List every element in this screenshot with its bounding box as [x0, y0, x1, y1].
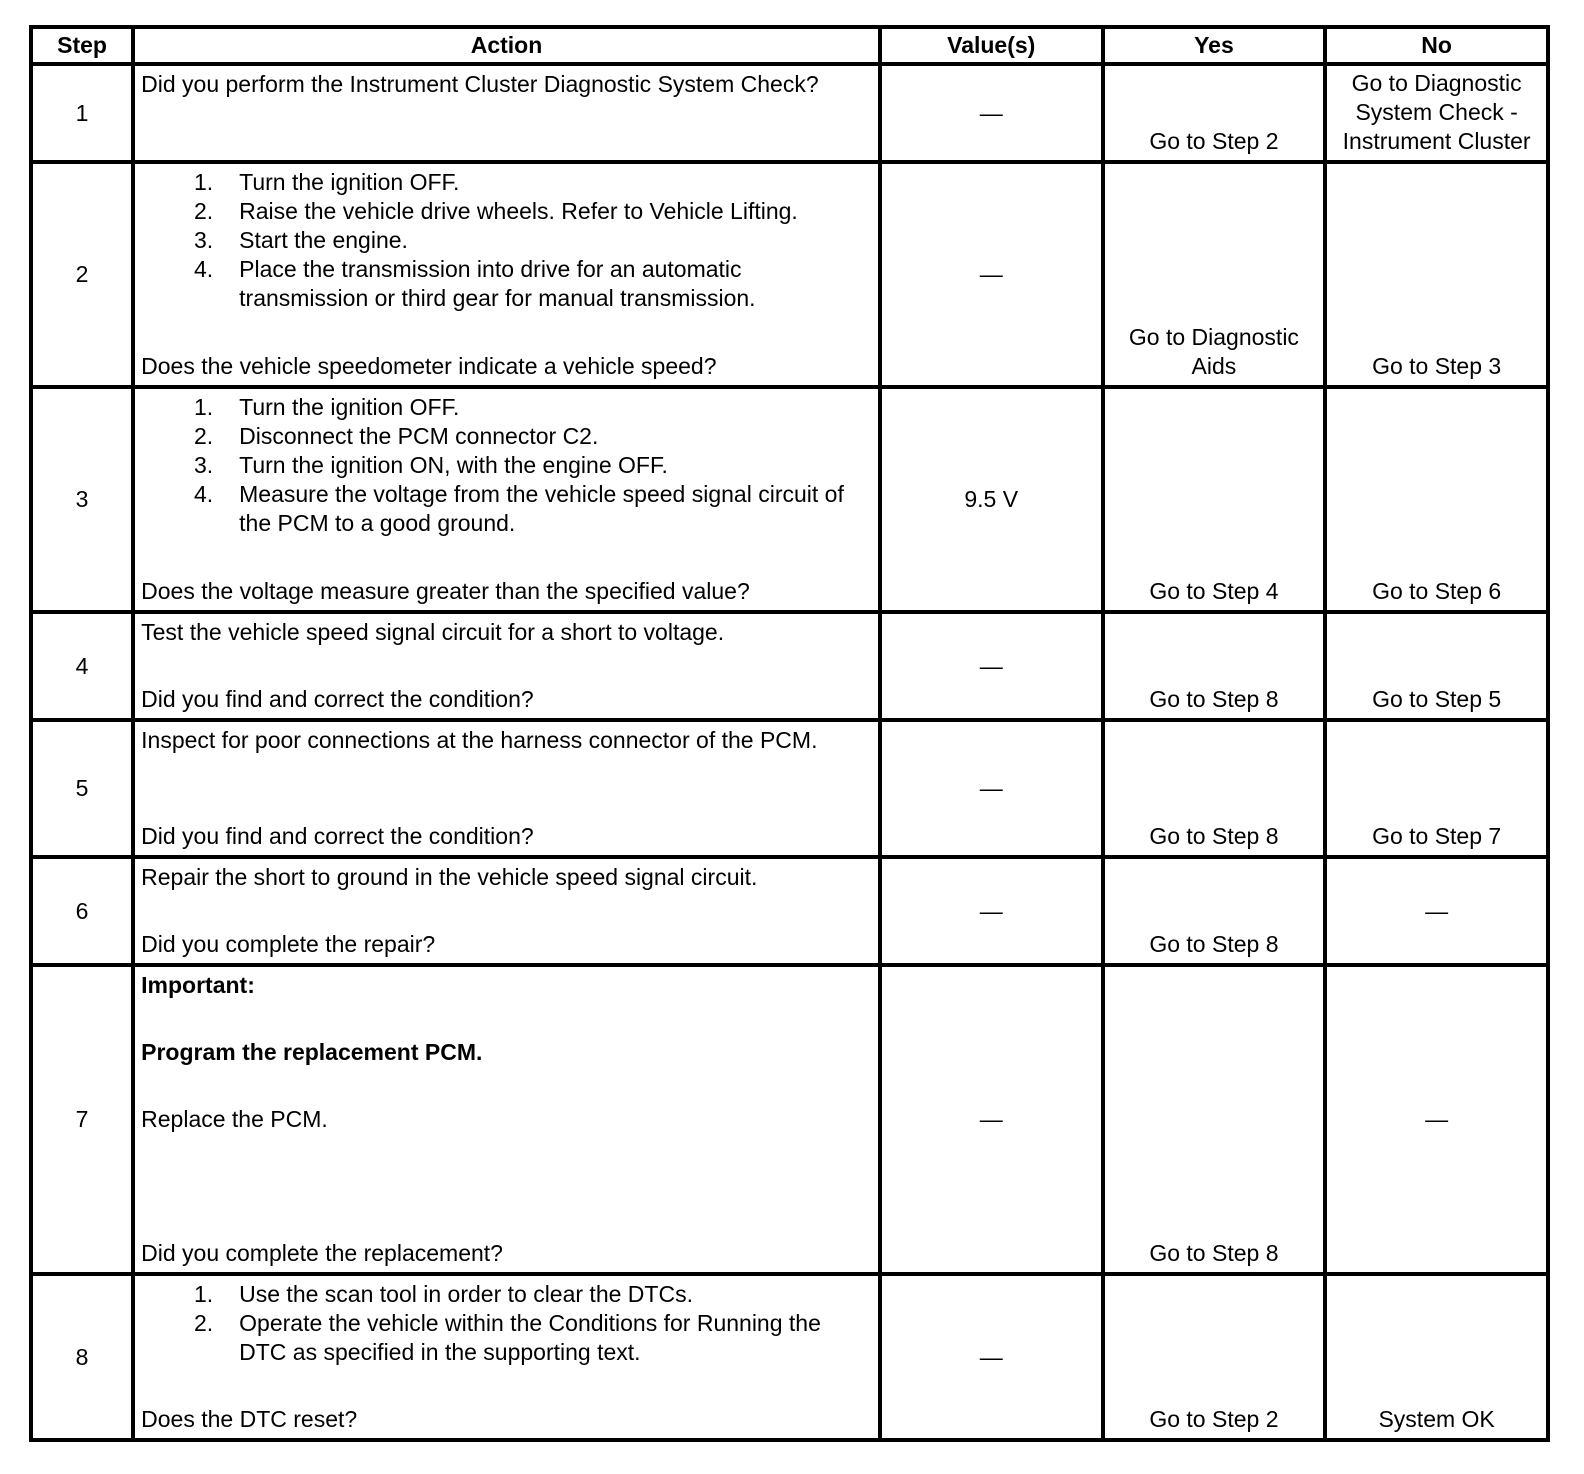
step-number: 8 — [31, 1274, 133, 1440]
no-cell: — — [1325, 965, 1548, 1274]
important-label: Important: — [141, 972, 255, 998]
action-list — [141, 393, 872, 538]
yes-text: Go to Step 8 — [1149, 1240, 1279, 1266]
yes-text: Go to Step 8 — [1149, 686, 1279, 712]
action-text: Test the vehicle speed signal circuit for a short to voltage. — [141, 619, 725, 645]
yes-cell — [1103, 720, 1326, 857]
value-cell: — — [880, 612, 1103, 720]
step-number: 2 — [31, 162, 133, 387]
table-row — [31, 965, 1548, 1274]
action-question: Does the DTC reset? — [141, 1406, 358, 1432]
action-cell — [133, 965, 880, 1274]
no-text: Go to Diagnostic System Check - Instrument Cluster — [1342, 70, 1531, 154]
yes-cell — [1103, 612, 1326, 720]
table-row — [31, 720, 1548, 857]
yes-text: Go to Step 4 — [1149, 578, 1279, 604]
header-action: Action — [133, 27, 880, 64]
no-text: Go to Step 5 — [1372, 686, 1502, 712]
action-text: Replace the PCM. — [141, 1106, 328, 1132]
list-item: 3. Turn the ignition ON, with the engine OFF. — [193, 452, 668, 478]
step-number: 1 — [31, 64, 133, 162]
yes-cell — [1103, 64, 1326, 162]
action-cell — [133, 64, 880, 162]
yes-cell — [1103, 387, 1326, 612]
action-cell — [133, 1274, 880, 1440]
action-question: Does the voltage measure greater than the specified value? — [141, 578, 750, 604]
value-cell: 9.5 V — [880, 387, 1103, 612]
action-question: Did you complete the replacement? — [141, 1240, 503, 1266]
value-cell: — — [880, 64, 1103, 162]
list-item: 3. Start the engine. — [193, 227, 408, 253]
yes-text: Go to Step 2 — [1149, 128, 1279, 154]
action-question: Does the vehicle speedometer indicate a vehicle speed? — [141, 353, 717, 379]
action-cell — [133, 162, 880, 387]
action-cell — [133, 612, 880, 720]
yes-text: Go to Diagnostic Aids — [1128, 324, 1299, 379]
table-row — [31, 387, 1548, 612]
yes-text: Go to Step 8 — [1149, 931, 1279, 957]
action-text: Inspect for poor connections at the harness connector of the PCM. — [141, 727, 818, 753]
header-no: No — [1325, 27, 1548, 64]
step-number: 6 — [31, 857, 133, 965]
yes-cell — [1103, 162, 1326, 387]
list-item: 2. Disconnect the PCM connector C2. — [193, 423, 599, 449]
step-number: 5 — [31, 720, 133, 857]
value-cell: — — [880, 162, 1103, 387]
action-question: Did you find and correct the condition? — [141, 823, 534, 849]
step-number: 7 — [31, 965, 133, 1274]
no-cell — [1325, 64, 1548, 162]
list-item: 1. Turn the ignition OFF. — [193, 394, 460, 420]
value-cell: — — [880, 1274, 1103, 1440]
yes-cell — [1103, 965, 1326, 1274]
diagnostic-table — [29, 25, 1550, 1442]
no-text: Go to Step 3 — [1372, 353, 1502, 379]
no-cell — [1325, 1274, 1548, 1440]
value-cell: — — [880, 720, 1103, 857]
header-values: Value(s) — [880, 27, 1103, 64]
no-cell — [1325, 162, 1548, 387]
header-row — [31, 27, 1548, 64]
header-yes: Yes — [1103, 27, 1326, 64]
no-cell: — — [1325, 857, 1548, 965]
important-text: Program the replacement PCM. — [141, 1039, 483, 1065]
no-text: Go to Step 6 — [1372, 578, 1502, 604]
list-item: 2. Operate the vehicle within the Conditions for Running the DTC as specified in the supporting text. — [193, 1310, 821, 1365]
action-cell — [133, 387, 880, 612]
value-cell: — — [880, 965, 1103, 1274]
header-step: Step — [31, 27, 133, 64]
table-row — [31, 1274, 1548, 1440]
yes-cell — [1103, 857, 1326, 965]
table-row — [31, 162, 1548, 387]
list-item: 4. Place the transmission into drive for an automatic transmission or third gear for manual transmission. — [193, 256, 756, 311]
yes-cell — [1103, 1274, 1326, 1440]
action-cell — [133, 857, 880, 965]
list-item: 1. Use the scan tool in order to clear the DTCs. — [193, 1281, 693, 1307]
no-cell — [1325, 720, 1548, 857]
no-text: Go to Step 7 — [1372, 823, 1502, 849]
table-row — [31, 857, 1548, 965]
action-text: Repair the short to ground in the vehicle speed signal circuit. — [141, 864, 758, 890]
action-list — [141, 168, 872, 313]
action-question: Did you complete the repair? — [141, 931, 436, 957]
list-item: 4. Measure the voltage from the vehicle speed signal circuit of the PCM to a good ground. — [193, 481, 844, 536]
yes-text: Go to Step 2 — [1149, 1406, 1279, 1432]
yes-text: Go to Step 8 — [1149, 823, 1279, 849]
action-cell — [133, 720, 880, 857]
table-row — [31, 612, 1548, 720]
value-cell: — — [880, 857, 1103, 965]
action-list — [141, 1280, 872, 1367]
step-number: 4 — [31, 612, 133, 720]
action-question: Did you find and correct the condition? — [141, 686, 534, 712]
no-cell — [1325, 612, 1548, 720]
list-item: 1. Turn the ignition OFF. — [193, 169, 460, 195]
table-row — [31, 64, 1548, 162]
no-text: System OK — [1378, 1406, 1495, 1432]
no-cell — [1325, 387, 1548, 612]
list-item: 2. Raise the vehicle drive wheels. Refer to Vehicle Lifting. — [193, 198, 798, 224]
action-text: Did you perform the Instrument Cluster Diagnostic System Check? — [141, 71, 819, 97]
step-number: 3 — [31, 387, 133, 612]
